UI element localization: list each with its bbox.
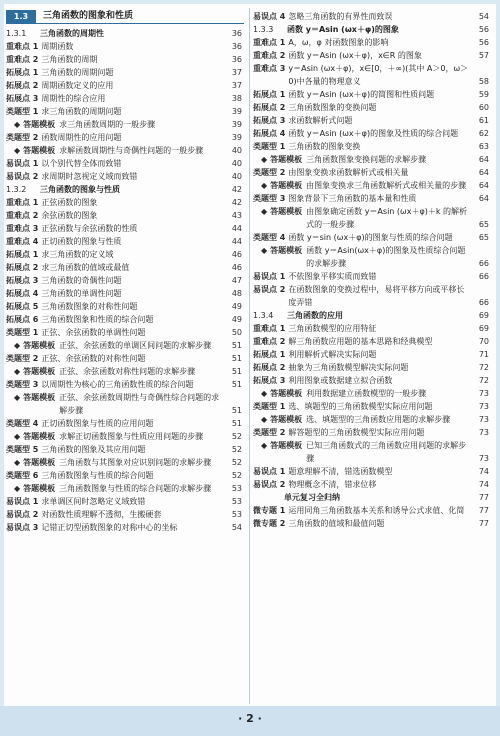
entry-tag: 易误点 1 <box>6 497 39 506</box>
toc-entry <box>253 387 491 400</box>
entry-tag: 易误点 1 <box>253 272 286 281</box>
entry-title: 由图象变换求三角函数解析式或相关量的步骤 <box>306 181 467 190</box>
entry-title: 求周期时忽视定义域而致错 <box>41 172 138 181</box>
entry-tag: ◆ 答题模板 <box>261 413 302 426</box>
entry-title: 三角函数图象变换问题的求解步骤 <box>306 155 427 164</box>
toc-entry <box>6 248 244 261</box>
toc-entry <box>253 23 491 36</box>
toc-entry <box>253 192 491 205</box>
entry-title: 三角函数的周期 <box>41 55 98 64</box>
toc-entry <box>6 365 244 378</box>
entry-title: 由图象确定函数 y＝Asin (ωx＋φ)＋k 的解析式的一般步骤 <box>306 207 468 229</box>
entry-title: 三角函数的图象与性质 <box>40 185 120 194</box>
entry-title: 不依图象平移实质而致错 <box>288 272 377 281</box>
entry-page: 44 <box>231 237 242 246</box>
entry-page: 40 <box>231 172 242 181</box>
toc-entry <box>253 322 491 335</box>
entry-page: 58 <box>478 77 489 86</box>
entry-page: 53 <box>231 510 242 519</box>
entry-tag: 重难点 2 <box>6 55 39 64</box>
entry-title: 正切函数图象与性质的应用问题 <box>41 419 154 428</box>
entry-tag: 重难点 1 <box>6 198 39 207</box>
entry-tag: 拓展点 3 <box>253 116 286 125</box>
entry-page: 47 <box>231 276 242 285</box>
toc-entry <box>253 465 491 478</box>
entry-tag: 微专题 2 <box>253 519 286 528</box>
toc-entry <box>6 209 244 222</box>
entry-tag: ◆ 答题模板 <box>14 430 55 443</box>
toc-entry <box>6 105 244 118</box>
entry-title: 选、填题型的三角函数应用题的求解步骤 <box>306 415 451 424</box>
entry-title: 三角函数的图象及其应用问题 <box>41 445 146 454</box>
entry-page: 43 <box>231 211 242 220</box>
toc-entry <box>6 417 244 430</box>
entry-title: 忽略三角函数的有界性而致误 <box>288 12 393 21</box>
entry-title: 求解正切函数图象与性质应用问题的步骤 <box>59 432 204 441</box>
entry-title: 题意理解不清，错选函数模型 <box>288 467 393 476</box>
entry-title: 利用解析式解决实际问题 <box>288 350 377 359</box>
toc-entry <box>253 309 491 322</box>
entry-title: 正弦、余弦函数的单调性问题 <box>41 328 146 337</box>
entry-tag: 类题型 1 <box>253 142 286 151</box>
entry-title: 三角函数与其图象对应识别问题的求解步骤 <box>59 458 212 467</box>
toc-entry <box>253 361 491 374</box>
entry-title: 函数 y＝Asin (ωx＋φ)的简图和性质问题 <box>288 90 435 99</box>
entry-title: 三角函数图象的对称性问题 <box>41 302 138 311</box>
toc-entry <box>6 66 244 79</box>
entry-page: 42 <box>231 185 242 194</box>
entry-tag: ◆ 答题模板 <box>261 153 302 166</box>
entry-page: 73 <box>478 415 489 424</box>
entry-tag: 1.3.4 <box>253 311 274 320</box>
toc-entry <box>253 504 491 517</box>
entry-title: 利用图象或数据建立拟合函数 <box>288 376 393 385</box>
entry-title: 三角函数的单调性问题 <box>41 289 122 298</box>
toc-entry <box>6 339 244 352</box>
entry-tag: 拓展点 3 <box>253 376 286 385</box>
entry-title: 抽象为三角函数模型解决实际问题 <box>288 363 409 372</box>
toc-entry <box>253 283 491 309</box>
toc-entry <box>253 101 491 114</box>
entry-page: 37 <box>231 68 242 77</box>
entry-tag: 类题型 1 <box>6 328 39 337</box>
entry-title: 对函数性质理解不透彻，生搬硬套 <box>41 510 162 519</box>
entry-tag: 拓展点 3 <box>6 276 39 285</box>
entry-title: 周期性的综合应用 <box>41 94 106 103</box>
entry-tag: 类题型 6 <box>6 471 39 480</box>
toc-entry <box>253 114 491 127</box>
entry-page: 61 <box>478 116 489 125</box>
entry-page: 39 <box>231 133 242 142</box>
entry-page: 44 <box>231 224 242 233</box>
entry-title: 正弦函数的图象 <box>41 198 98 207</box>
entry-tag: 重难点 3 <box>6 224 39 233</box>
entry-title: 由图象变换求函数解析式或相关量 <box>288 168 409 177</box>
entry-tag: ◆ 答题模板 <box>261 387 302 400</box>
entry-page: 66 <box>478 259 489 268</box>
entry-tag: 拓展点 1 <box>6 250 39 259</box>
entry-page: 51 <box>231 419 242 428</box>
toc-entry <box>6 27 244 40</box>
toc-entry <box>6 378 244 391</box>
entry-tag: ◆ 答题模板 <box>14 339 55 352</box>
entry-tag: 类题型 4 <box>6 419 39 428</box>
entry-page: 77 <box>478 506 489 515</box>
entry-tag: 拓展点 5 <box>6 302 39 311</box>
entry-page: 74 <box>478 467 489 476</box>
entry-tag: ◆ 答题模板 <box>14 456 55 469</box>
toc-entry <box>6 287 244 300</box>
entry-tag: 易误点 1 <box>6 159 39 168</box>
entry-page: 59 <box>478 90 489 99</box>
entry-tag: 拓展点 1 <box>253 90 286 99</box>
toc-entry <box>6 391 244 417</box>
entry-page: 51 <box>231 341 242 350</box>
entry-page: 71 <box>478 350 489 359</box>
toc-entry <box>253 413 491 426</box>
entry-title: 解答题型的三角函数模型实际应用问题 <box>288 428 425 437</box>
toc-entry <box>253 400 491 413</box>
toc-entry <box>253 205 491 231</box>
entry-title: y＝Asin (ωx＋φ)，x∈[0，＋∞)(其中 A＞0，ω＞0)中各量的物理意义 <box>288 64 469 86</box>
entry-title: 物理概念不清，错求位移 <box>288 480 377 489</box>
toc-entry <box>253 62 491 88</box>
entry-title: 求单调区间时忽略定义域致错 <box>41 497 146 506</box>
entry-title: 三角函数图象和性质的综合问题 <box>41 315 154 324</box>
entry-tag: 重难点 2 <box>253 337 286 346</box>
entry-title: 正弦、余弦函数的单调区间问题的求解步骤 <box>59 341 212 350</box>
entry-tag: 重难点 2 <box>253 51 286 60</box>
toc-entry <box>253 335 491 348</box>
toc-entry <box>253 49 491 62</box>
entry-tag: 拓展点 3 <box>6 94 39 103</box>
toc-entry <box>6 326 244 339</box>
toc-right-column <box>253 10 491 530</box>
entry-title: 函数 y＝Asin (ωx＋φ)，x∈R 的图象 <box>288 51 422 60</box>
entry-page: 62 <box>478 129 489 138</box>
toc-entry <box>6 430 244 443</box>
entry-tag: 类题型 2 <box>6 354 39 363</box>
toc-entry <box>6 222 244 235</box>
toc-entry <box>6 495 244 508</box>
toc-entry <box>253 166 491 179</box>
entry-tag: 1.3.1 <box>6 29 27 38</box>
toc-entry <box>253 517 491 530</box>
entry-tag: ◆ 答题模板 <box>14 391 55 404</box>
entry-tag: 拓展点 1 <box>6 68 39 77</box>
column-divider <box>249 8 250 704</box>
entry-page: 65 <box>478 220 489 229</box>
entry-tag: ◆ 答题模板 <box>14 365 55 378</box>
entry-page: 51 <box>231 380 242 389</box>
entry-title: 求三角函数的值域或最值 <box>41 263 130 272</box>
entry-title: 已知三角函数式的三角函数应用问题的求解步骤 <box>306 441 467 463</box>
toc-left-column <box>6 10 244 534</box>
entry-page: 39 <box>231 120 242 129</box>
entry-tag: ◆ 答题模板 <box>261 205 302 218</box>
entry-tag: 易误点 3 <box>6 523 39 532</box>
entry-title: 求三角函数周期的一般步骤 <box>59 120 156 129</box>
entry-page: 51 <box>231 367 242 376</box>
entry-tag: 易误点 2 <box>6 172 39 181</box>
toc-entry <box>6 469 244 482</box>
entry-title: 三角函数图象的变换问题 <box>288 103 377 112</box>
entry-title: 三角函数图象与性质的综合问题 <box>41 471 154 480</box>
entry-title: 三角函数的值域和最值问题 <box>288 519 385 528</box>
entry-title: 运用同角三角函数基本关系和诱导公式求值、化简 <box>288 506 465 515</box>
entry-page: 46 <box>231 250 242 259</box>
toc-entry <box>6 183 244 196</box>
toc-entry <box>6 40 244 53</box>
entry-title: 函数 y＝Asin (ωx＋φ)的图象及性质的综合问题 <box>288 129 459 138</box>
entry-title: 三角函数的图象和性质 <box>43 11 134 21</box>
entry-page: 39 <box>231 107 242 116</box>
entry-title: 三角函数的应用 <box>287 311 343 320</box>
entry-page: 69 <box>478 324 489 333</box>
toc-entry <box>6 170 244 183</box>
entry-page: 52 <box>231 445 242 454</box>
entry-page: 73 <box>478 389 489 398</box>
entry-page: 56 <box>478 38 489 47</box>
toc-entry <box>253 244 491 270</box>
toc-entry <box>6 196 244 209</box>
entry-tag: 类题型 2 <box>253 428 286 437</box>
entry-tag: 重难点 1 <box>253 324 286 333</box>
entry-title: 求函数解析式问题 <box>288 116 353 125</box>
toc-entry <box>253 140 491 153</box>
entry-page: 40 <box>231 159 242 168</box>
entry-tag: 易误点 2 <box>253 480 286 489</box>
entry-tag: 1.3 <box>6 10 36 23</box>
toc-entry <box>6 313 244 326</box>
entry-tag: 类题型 3 <box>6 380 39 389</box>
entry-page: 53 <box>231 484 242 493</box>
entry-page: 73 <box>478 428 489 437</box>
entry-title: 函数 y＝Asin(ωx＋φ)的图象及性质综合问题的求解步骤 <box>306 246 466 268</box>
entry-page: 63 <box>478 142 489 151</box>
toc-entry <box>6 300 244 313</box>
entry-tag: 1.3.2 <box>6 185 27 194</box>
entry-tag: 拓展点 4 <box>6 289 39 298</box>
entry-title: 正切函数的图象与性质 <box>41 237 122 246</box>
entry-page: 73 <box>478 454 489 463</box>
entry-page: 38 <box>231 94 242 103</box>
entry-tag: 微专题 1 <box>253 506 286 515</box>
toc-entry <box>253 374 491 387</box>
entry-tag: 易误点 1 <box>253 467 286 476</box>
entry-title: 单元复习全归纳 <box>284 493 340 502</box>
entry-page: 42 <box>231 198 242 207</box>
toc-entry <box>6 261 244 274</box>
toc-entry <box>6 508 244 521</box>
entry-page: 46 <box>231 263 242 272</box>
entry-title: 选、填题型的三角函数模型实际应用问题 <box>288 402 433 411</box>
entry-tag: 易误点 2 <box>253 285 286 294</box>
entry-title: 求解函数周期性与奇偶性问题的一般步骤 <box>59 146 204 155</box>
entry-title: 利用数据建立函数模型的一般步骤 <box>306 389 427 398</box>
toc-entry <box>253 231 491 244</box>
entry-page: 73 <box>478 402 489 411</box>
toc-entry <box>6 157 244 170</box>
entry-tag: ◆ 答题模板 <box>14 482 55 495</box>
entry-tag: 1.3.3 <box>253 25 274 34</box>
toc-entry <box>253 426 491 439</box>
entry-page: 56 <box>478 25 489 34</box>
entry-tag: 拓展点 1 <box>253 350 286 359</box>
entry-tag: 易误点 4 <box>253 12 286 21</box>
page-number: · 2 · <box>238 712 262 725</box>
entry-title: 余弦函数的图象 <box>41 211 98 220</box>
entry-title: 三角函数的周期问题 <box>41 68 114 77</box>
entry-title: 图象背景下三角函数的基本量和性质 <box>288 194 417 203</box>
entry-title: 三角函数模型的应用特征 <box>288 324 377 333</box>
entry-page: 77 <box>478 493 489 502</box>
entry-page: 70 <box>478 337 489 346</box>
toc-entry <box>6 235 244 248</box>
toc-entry <box>6 456 244 469</box>
entry-page: 72 <box>478 376 489 385</box>
entry-title: 在函数图象的变换过程中，易将平移方向或平移长度弄错 <box>288 285 465 307</box>
entry-page: 54 <box>478 12 489 21</box>
toc-entry <box>253 478 491 491</box>
entry-tag: 拓展点 2 <box>253 363 286 372</box>
toc-entry <box>6 352 244 365</box>
entry-tag: 拓展点 4 <box>253 129 286 138</box>
entry-page: 57 <box>478 51 489 60</box>
entry-page: 65 <box>478 233 489 242</box>
entry-title: 解三角函数应用题的基本思路和经典模型 <box>288 337 433 346</box>
entry-tag: 重难点 4 <box>6 237 39 246</box>
entry-tag: 重难点 2 <box>6 211 39 220</box>
entry-page: 64 <box>478 155 489 164</box>
entry-title: 记错正切型函数图象的对称中心的坐标 <box>41 523 178 532</box>
entry-page: 66 <box>478 298 489 307</box>
entry-page: 37 <box>231 81 242 90</box>
toc-entry <box>6 79 244 92</box>
toc-entry <box>253 127 491 140</box>
entry-tag: ◆ 答题模板 <box>261 179 302 192</box>
entry-tag: ◆ 答题模板 <box>14 144 55 157</box>
entry-tag: ◆ 答题模板 <box>261 439 302 452</box>
entry-tag: 类题型 3 <box>253 194 286 203</box>
entry-page: 52 <box>231 432 242 441</box>
entry-page: 36 <box>231 29 242 38</box>
entry-title: 以个别代替全体而致错 <box>41 159 122 168</box>
entry-title: 周期函数定义的应用 <box>41 81 114 90</box>
entry-page: 48 <box>231 289 242 298</box>
entry-tag: 重难点 1 <box>253 38 286 47</box>
toc-entry <box>6 144 244 157</box>
entry-title: 正弦、余弦函数的对称性问题 <box>41 354 146 363</box>
entry-title: 求三角函数的周期问题 <box>41 107 122 116</box>
toc-entry <box>253 491 491 504</box>
entry-tag: 重难点 1 <box>6 42 39 51</box>
entry-title: 函数周期性的应用问题 <box>41 133 122 142</box>
entry-page: 74 <box>478 480 489 489</box>
entry-title: 三角函数的图象变换 <box>288 142 361 151</box>
entry-page: 66 <box>478 272 489 281</box>
entry-title: 函数 y＝sin (ωx＋φ)的图象与性质的综合问题 <box>288 233 453 242</box>
entry-tag: ◆ 答题模板 <box>14 118 55 131</box>
entry-tag: 拓展点 6 <box>6 315 39 324</box>
entry-page: 64 <box>478 181 489 190</box>
entry-tag: 易误点 2 <box>6 510 39 519</box>
entry-tag: 拓展点 2 <box>6 81 39 90</box>
toc-entry <box>6 521 244 534</box>
toc-entry <box>6 118 244 131</box>
entry-tag: 类题型 2 <box>253 168 286 177</box>
entry-page: 52 <box>231 458 242 467</box>
entry-title: 三角函数图象与性质的综合问题的求解步骤 <box>59 484 212 493</box>
toc-entry <box>253 179 491 192</box>
entry-page: 64 <box>478 168 489 177</box>
entry-title: 求三角函数的定义域 <box>41 250 114 259</box>
entry-page: 54 <box>231 523 242 532</box>
entry-page: 36 <box>231 42 242 51</box>
entry-page: 50 <box>231 328 242 337</box>
toc-entry <box>6 274 244 287</box>
entry-title: 正弦、余弦函数对称性问题的求解步骤 <box>59 367 196 376</box>
entry-page: 49 <box>231 302 242 311</box>
entry-tag: 拓展点 2 <box>6 263 39 272</box>
entry-page: 64 <box>478 194 489 203</box>
entry-page: 77 <box>478 519 489 528</box>
entry-tag: 类题型 4 <box>253 233 286 242</box>
entry-page: 51 <box>231 354 242 363</box>
toc-entry <box>6 482 244 495</box>
entry-page: 69 <box>478 311 489 320</box>
toc-entry <box>6 443 244 456</box>
entry-page: 51 <box>231 406 242 415</box>
entry-title: 正弦函数与余弦函数的性质 <box>41 224 138 233</box>
entry-title: A，ω，φ 对函数图象的影响 <box>288 38 389 47</box>
entry-title: 以周期性为核心的三角函数性质的综合问题 <box>41 380 194 389</box>
toc-entry <box>253 36 491 49</box>
entry-tag: 类题型 1 <box>6 107 39 116</box>
entry-page: 49 <box>231 315 242 324</box>
toc-entry <box>253 439 491 465</box>
entry-tag: 类题型 2 <box>6 133 39 142</box>
toc-entry <box>6 10 244 24</box>
entry-tag: 类题型 5 <box>6 445 39 454</box>
toc-entry <box>253 10 491 23</box>
entry-title: 周期函数 <box>41 42 74 51</box>
toc-entry <box>6 53 244 66</box>
entry-page: 40 <box>231 146 242 155</box>
entry-title: 三角函数的周期性 <box>40 29 104 38</box>
entry-page: 36 <box>231 55 242 64</box>
toc-entry <box>6 92 244 105</box>
entry-page: 60 <box>478 103 489 112</box>
toc-entry <box>253 348 491 361</box>
toc-entry <box>253 153 491 166</box>
entry-page: 72 <box>478 363 489 372</box>
entry-title: 正弦、余弦函数周期性与奇偶性综合问题的求解步骤 <box>59 393 220 415</box>
entry-tag: ◆ 答题模板 <box>261 244 302 257</box>
entry-tag: 拓展点 2 <box>253 103 286 112</box>
toc-entry <box>253 88 491 101</box>
entry-title: 函数 y＝Asin (ωx＋φ)的图象 <box>287 25 399 34</box>
toc-entry <box>253 270 491 283</box>
entry-tag: 类题型 1 <box>253 402 286 411</box>
entry-title: 三角函数的奇偶性问题 <box>41 276 122 285</box>
entry-tag: 重难点 3 <box>253 64 286 73</box>
toc-entry <box>6 131 244 144</box>
entry-page: 53 <box>231 497 242 506</box>
entry-page: 52 <box>231 471 242 480</box>
